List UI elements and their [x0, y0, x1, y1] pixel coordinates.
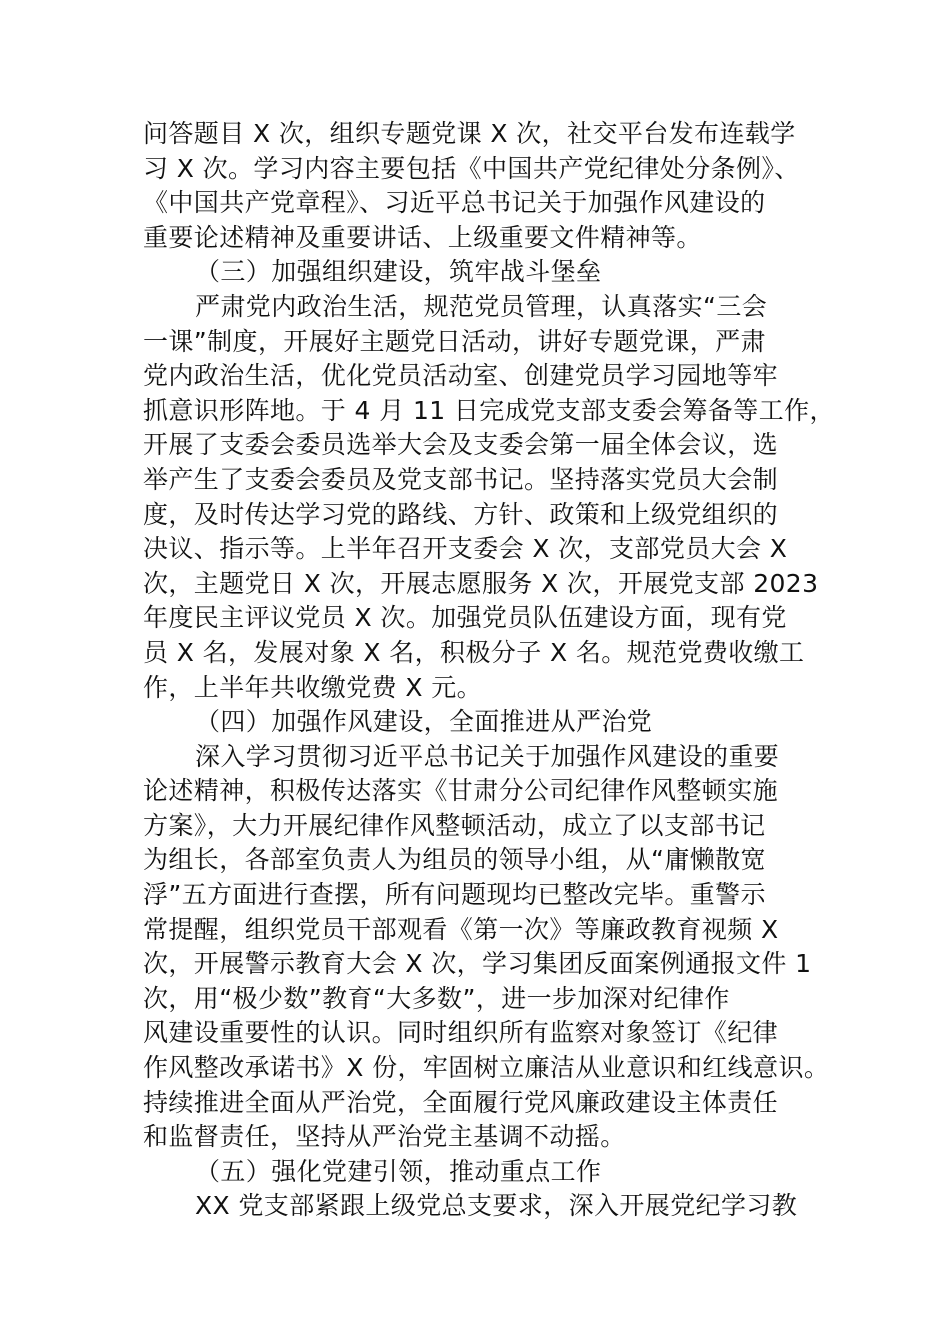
- section-heading-5: （五）强化党建引领，推动重点工作: [195, 1156, 602, 1186]
- paragraph-line: 严肃党内政治生活，规范党员管理，认真落实“三会: [195, 291, 768, 321]
- paragraph-line: 风建设重要性的认识。同时组织所有监察对象签订《纪律: [143, 1018, 779, 1048]
- paragraph-line: 持续推进全面从严治党，全面履行党风廉政建设主体责任: [143, 1087, 779, 1117]
- paragraph-line: 和监督责任，坚持从严治党主基调不动摇。: [143, 1122, 626, 1152]
- paragraph-line: 重要论述精神及重要讲话、上级重要文件精神等。: [143, 222, 702, 252]
- paragraph-line: 作风整改承诺书》X 份，牢固树立廉洁从业意识和红线意识。: [143, 1053, 830, 1083]
- paragraph-line: 《中国共产党章程》、习近平总书记关于加强作风建设的: [143, 188, 766, 218]
- paragraph-line: 举产生了支委会委员及党支部书记。坚持落实党员大会制: [143, 464, 779, 494]
- paragraph-line: 抓意识形阵地。于 4 月 11 日完成党支部支委会筹备等工作，: [143, 395, 835, 425]
- paragraph-line: 问答题目 X 次，组织专题党课 X 次，社交平台发布连载学: [143, 119, 796, 148]
- paragraph-line: 方案》，大力开展纪律作风整顿活动，成立了以支部书记: [143, 810, 766, 840]
- paragraph-line: 深入学习贯彻习近平总书记关于加强作风建设的重要: [195, 741, 780, 771]
- paragraph-line: 次，开展警示教育大会 X 次，学习集团反面案例通报文件 1: [143, 949, 812, 979]
- paragraph-line: 论述精神，积极传达落实《甘肃分公司纪律作风整顿实施: [143, 776, 779, 806]
- section-heading-3: （三）加强组织建设，筑牢战斗堡垒: [195, 257, 602, 287]
- paragraph-line: 为组长，各部室负责人为组员的领导小组，从“庸懒散宽: [143, 845, 766, 875]
- paragraph-line: 浮”五方面进行查摆，所有问题现均已整改完毕。重警示: [143, 880, 766, 910]
- paragraph-line: 年度民主评议党员 X 次。加强党员队伍建设方面，现有党: [143, 603, 787, 633]
- paragraph-line: 次，主题党日 X 次，开展志愿服务 X 次，开展党支部 2023: [143, 568, 819, 598]
- paragraph-line: 决议、指示等。上半年召开支委会 X 次，支部党员大会 X: [143, 534, 788, 564]
- paragraph-line: 次，用“极少数”教育“大多数”，进一步加深对纪律作: [143, 983, 730, 1013]
- paragraph-line: XX 党支部紧跟上级党总支要求，深入开展党纪学习教: [195, 1191, 798, 1221]
- paragraph-line: 习 X 次。学习内容主要包括《中国共产党纪律处分条例》、: [143, 153, 800, 183]
- paragraph-line: 员 X 名，发展对象 X 名，积极分子 X 名。规范党费收缴工: [143, 637, 805, 667]
- paragraph-line: 开展了支委会委员选举大会及支委会第一届全体会议，选: [143, 430, 779, 460]
- section-heading-4: （四）加强作风建设，全面推进从严治党: [195, 707, 653, 737]
- paragraph-line: 度，及时传达学习党的路线、方针、政策和上级党组织的: [143, 499, 779, 529]
- paragraph-line: 党内政治生活，优化党员活动室、创建党员学习园地等牢: [143, 361, 779, 391]
- paragraph-line: 常提醒，组织党员干部观看《第一次》等廉政教育视频 X: [143, 914, 779, 944]
- paragraph-line: 作，上半年共收缴党费 X 元。: [143, 672, 483, 702]
- paragraph-line: 一课”制度，开展好主题党日活动，讲好专题党课，严肃: [143, 326, 766, 356]
- document-body: [143, 117, 835, 1224]
